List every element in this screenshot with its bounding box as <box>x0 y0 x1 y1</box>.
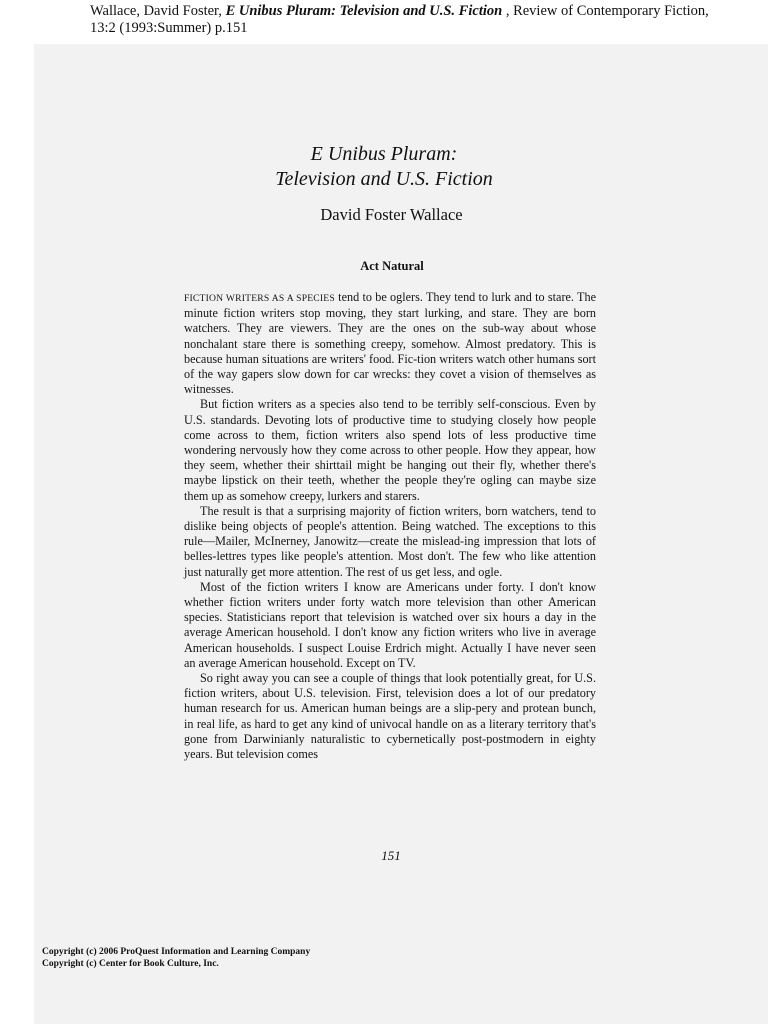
page-number: 151 <box>381 848 401 863</box>
copyright-line: Copyright (c) 2006 ProQuest Information and Learning Company <box>42 947 311 957</box>
article-title-line-1: E Unibus Pluram: <box>310 143 458 165</box>
paragraph <box>184 290 596 397</box>
copyright-notice <box>42 946 310 970</box>
copyright-line: Copyright (c) Center for Book Culture, Inc. <box>42 959 219 969</box>
citation-prefix: Wallace, David Foster, <box>90 3 226 19</box>
paragraph: So right away you can see a couple of things that look potentially great, for U.S. fiction writers, about U.S. television. First, television does a lot of our predatory human research for us. American human beings are a slip-pery and protean bunch, in real life, as hard to get any kind of univocal handle on as a literary territory that's gone from Darwinianly naturalistic to cybernetically post-postmodern in eighty years. But television comes <box>184 671 596 762</box>
article-author: David Foster Wallace <box>320 205 463 224</box>
article-body <box>184 290 596 762</box>
paragraph: Most of the fiction writers I know are Americans under forty. I don't know whether fiction writers under forty watch more television than other American species. Statisticians report that television is watched over six hours a day in the average American household. I don't know any fiction writers who live in average American households. I suspect Louise Erdrich might. Actually I have never seen an average American household. Except on TV. <box>184 579 596 670</box>
paragraph: The result is that a surprising majority of fiction writers, born watchers, tend to dislike being objects of people's attention. Being watched. The exceptions to this rule—Mailer, McInerney, Janowitz—create the mislead-ing impression that lots of belles-lettres types like people's attention. Most don't. The few who like attention just naturally get more attention. The rest of us get less, and ogle. <box>184 503 596 579</box>
lead-smallcaps: FICTION WRITERS AS A SPECIES <box>184 293 335 304</box>
paragraph-text: tend to be oglers. They tend to lurk and to stare. The minute fiction writers stop moving, they start lurking, and stare. They are born watchers. They are viewers. They are the ones on the sub-way about whose nonchalant stare there is something creepy, somehow. Almost predatory. This is because human situations are writers' food. Fic-tion writers watch other humans sort of the way gapers slow down for car wrecks: they covet a vision of themselves as witnesses. <box>184 290 597 397</box>
section-heading: Act Natural <box>360 259 424 273</box>
paragraph: But fiction writers as a species also tend to be terribly self-conscious. Even by U.S. standards. Devoting lots of productive time to studying closely how people come across to them, fiction writers also spend lots of less productive time wondering nervously how they come across to other people. How they appear, how they seem, whether their shirttail might be hanging out their fly, whether there's maybe lipstick on their teeth, whether the people they're ogling can maybe size them up as somehow creepy, lurkers and starers. <box>184 397 596 503</box>
citation-title: E Unibus Pluram: Television and U.S. Fiction <box>225 3 503 19</box>
citation-header <box>90 3 710 37</box>
citation-suffix: , Review of Contemporary Fiction, 13:2 (1993:Summer) p.151 <box>90 3 709 36</box>
article-title-line-2: Television and U.S. Fiction <box>275 168 493 190</box>
